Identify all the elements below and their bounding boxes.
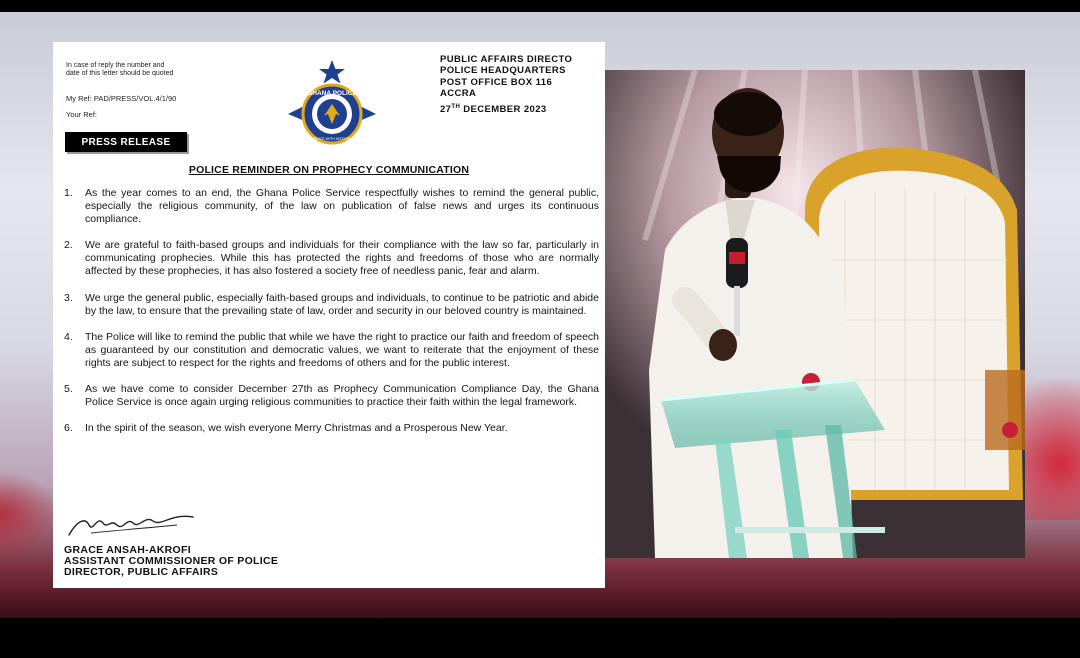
address-block — [440, 54, 605, 100]
address-line: POST OFFICE BOX 116 — [440, 76, 553, 88]
paragraph-number: 3. — [64, 291, 73, 304]
signatory-name: GRACE ANSAH-AKROFI — [64, 544, 191, 556]
paragraph — [64, 292, 599, 318]
paragraph — [64, 187, 599, 226]
press-release-label: PRESS RELEASE — [65, 132, 187, 152]
address-line: PUBLIC AFFAIRS DIRECTO — [440, 54, 573, 65]
preacher-photo-scene — [605, 70, 1025, 558]
paragraph-text: The Police will like to remind the public that while we have the right to practice our faith and freedom of speech as guaranteed by our constitution and democratic values, we want to reiterate that the enjoyment of these rights are subject to respect for the rights and freedoms of others and for the public interest. — [85, 330, 599, 369]
paragraph — [64, 383, 599, 409]
paragraph-text: As the year comes to an end, the Ghana Police Service respectfully wishes to remind the general public, especially the religious community, of the law on publication of false news and urges its continuous compliance. — [85, 187, 599, 226]
address-line: POLICE HEADQUARTERS — [440, 65, 566, 77]
backdrop-left-glow — [0, 470, 60, 560]
paragraph-text: We urge the general public, especially faith-based groups and individuals, to continue to be patriotic and abide by the law, to ensure that the prevailing state of law, order and security in our beloved country is maintained. — [85, 291, 599, 317]
signatory-dept: DIRECTOR, PUBLIC AFFAIRS — [64, 566, 219, 579]
preacher-photo — [605, 70, 1025, 558]
paragraph-number: 1. — [64, 187, 73, 199]
paragraph-text: In the spirit of the season, we wish everyone Merry Christmas and a Prosperous New Year. — [85, 422, 508, 435]
paragraph-number: 2. — [64, 239, 73, 252]
your-ref: Your Ref: — [66, 110, 97, 119]
reply-note: In case of reply the number and date of this letter should be quoted — [66, 62, 174, 77]
address-line: ACCRA — [440, 88, 477, 100]
my-ref: My Ref: PAD/PRESS/VOL.4/1/90 — [66, 94, 177, 103]
signature-icon — [67, 509, 197, 541]
paragraph-number: 4. — [64, 330, 73, 343]
signatory-block — [64, 545, 278, 579]
crest-label: GHANA POLICE — [307, 90, 357, 97]
date-day: 27 — [440, 104, 452, 116]
paragraph-number: 5. — [64, 383, 73, 396]
paragraph-text: As we have come to consider December 27th as Prophecy Communication Compliance Day, the Ghana Police Service is once again urging religious communities to practice their faith within the legal framework. — [85, 383, 599, 409]
ghana-police-crest-icon — [282, 58, 382, 150]
press-release-document — [53, 42, 605, 588]
release-date — [440, 104, 547, 115]
date-suffix: TH — [451, 104, 461, 110]
headline: POLICE REMINDER ON PROPHECY COMMUNICATION — [188, 164, 470, 176]
paragraph-list — [64, 187, 599, 448]
crest-motto: SERVICE WITH INTEGRITY — [308, 137, 356, 141]
paragraph — [64, 422, 599, 435]
paragraph-number: 6. — [64, 422, 73, 435]
date-rest: DECEMBER 2023 — [463, 104, 547, 116]
paragraph — [64, 239, 599, 278]
signatory-title: ASSISTANT COMMISSIONER OF POLICE — [64, 555, 279, 568]
paragraph — [64, 331, 599, 370]
paragraph-text: We are grateful to faith-based groups and individuals for their compliance with the law so far, particularly in communicating prophecies. While this has protected the rights and freedoms of those who are normally affected by these prophecies, it has also fostered a society free of needless panic, fear and alarm. — [85, 239, 599, 278]
